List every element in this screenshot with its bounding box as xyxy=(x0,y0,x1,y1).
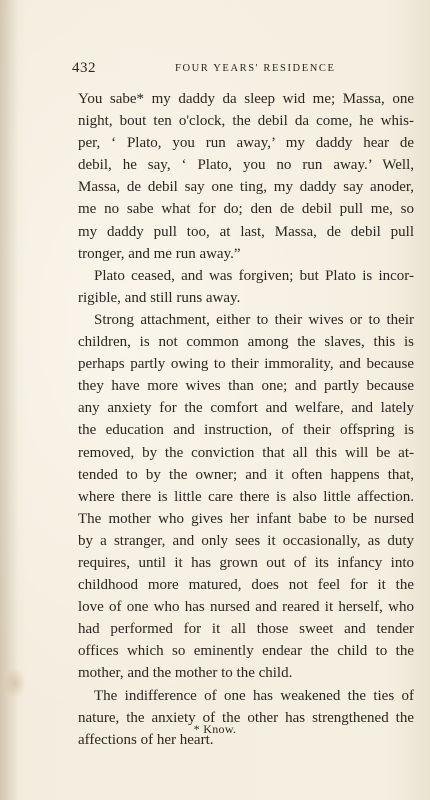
page-number: 432 xyxy=(72,60,96,76)
text-line: per, ‘ Plato, you run away,’ my daddy hear de xyxy=(78,135,414,152)
text-line: they have more wives than one; and partly because xyxy=(78,378,414,395)
text-line: affections of her heart. xyxy=(78,731,214,748)
text-line: You sabe* my daddy da sleep wid me; Massa, one xyxy=(78,91,414,107)
text-line: rigible, and still runs away. xyxy=(78,289,241,306)
text-line: debil, he say, ‘ Plato, you no run away.’ Well, xyxy=(78,157,414,174)
text-line: offices which so eminently endear the child to the xyxy=(78,643,414,660)
text-line: Strong attachment, either to their wives or to their xyxy=(94,311,414,328)
text-line: tended to by the owner; and it often happens that, xyxy=(78,466,414,483)
text-line: tronger, and me run away.” xyxy=(78,245,241,262)
text-line: night, bout ten o'clock, the debil da come, he whis- xyxy=(78,113,414,130)
text-line: mother, and the mother to the child. xyxy=(78,665,293,682)
text-line: requires, until it has grown out of its infancy into xyxy=(78,554,414,571)
text-line: by a stranger, and only sees it occasionally, as duty xyxy=(78,532,414,549)
text-line: removed, by the conviction that all this will be at- xyxy=(78,444,414,461)
text-line: love of one who has nursed and reared it herself, who xyxy=(78,599,414,616)
page-header xyxy=(72,60,416,80)
text-line: nature, the anxiety of the other has strengthened the xyxy=(78,709,414,726)
body-text xyxy=(78,88,414,751)
footnote: * Know. xyxy=(193,722,237,736)
paper-stain xyxy=(4,668,26,698)
text-line: had performed for it all those sweet and tender xyxy=(78,621,414,638)
text-line: my daddy pull too, at last, Massa, de debil pull xyxy=(78,223,414,240)
text-line: children, is not common among the slaves, this is xyxy=(78,334,414,351)
text-line: me no sabe what for do; den de debil pull me, so xyxy=(78,201,414,218)
text-line: any anxiety for the comfort and welfare, and lately xyxy=(78,400,414,417)
text-line: where there is little care there is also little affection. xyxy=(78,488,414,505)
text-line: Massa, de debil say one ting, my daddy say anoder, xyxy=(78,179,414,196)
text-line: Plato ceased, and was forgiven; but Plato is incor- xyxy=(94,267,414,284)
text-line: The indifference of one has weakened the ties of xyxy=(94,687,414,704)
running-head: FOUR YEARS' RESIDENCE xyxy=(175,63,336,74)
text-line: childhood more matured, does not feel for it the xyxy=(78,577,414,594)
text-line: perhaps partly owing to their immorality, and because xyxy=(78,356,414,373)
text-line: The mother who gives her infant babe to be nursed xyxy=(78,510,414,527)
text-line: the education and instruction, of their offspring is xyxy=(78,422,414,439)
